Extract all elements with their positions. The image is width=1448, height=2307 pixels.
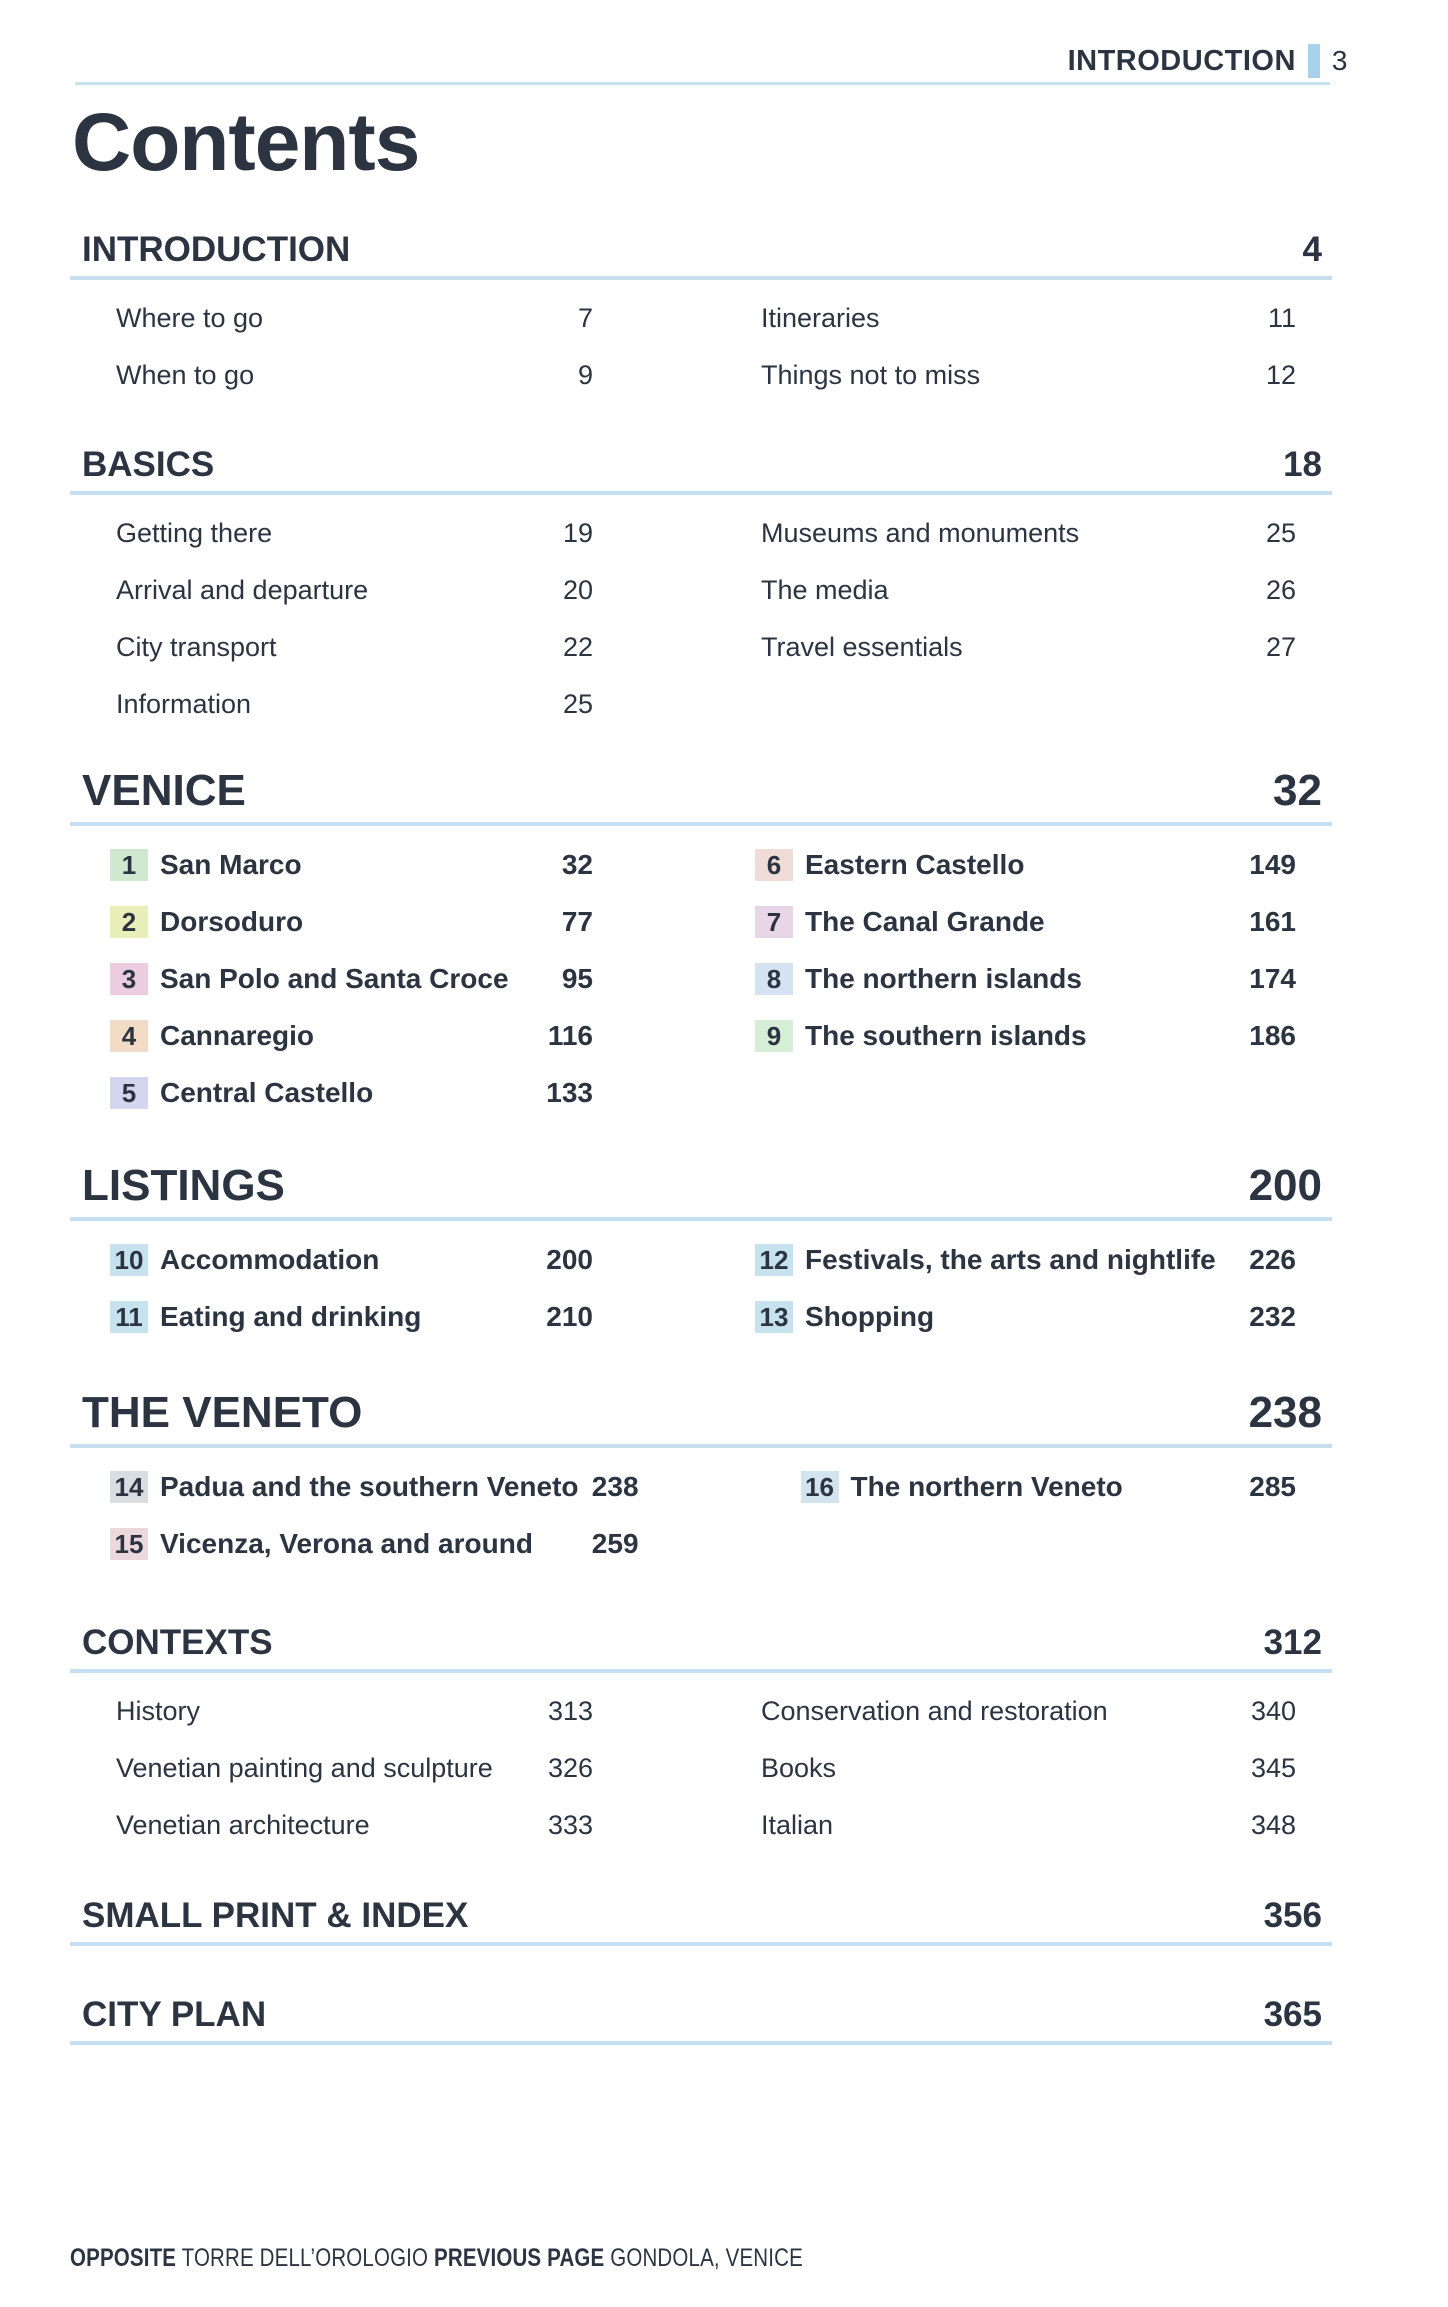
toc-entry[interactable] bbox=[701, 950, 1332, 1007]
section-page: 238 bbox=[1248, 1388, 1322, 1437]
section-heading[interactable] bbox=[70, 1163, 1332, 1221]
toc-entry-label: Conservation and restoration bbox=[761, 1696, 1108, 1726]
section-small-print bbox=[70, 1888, 1332, 1946]
chapter-number-badge: 7 bbox=[755, 906, 793, 938]
toc-entry-page: 348 bbox=[1250, 1810, 1296, 1840]
section-title: VENICE bbox=[82, 766, 246, 815]
entries-right-column bbox=[701, 836, 1332, 1121]
toc-entry-label: Itineraries bbox=[761, 303, 880, 333]
section-title: INTRODUCTION bbox=[82, 230, 351, 269]
section-heading[interactable] bbox=[70, 1390, 1332, 1448]
running-header bbox=[1068, 44, 1348, 78]
toc-entry-page: 9 bbox=[577, 360, 593, 390]
toc-entry[interactable] bbox=[70, 347, 701, 404]
section-page: 365 bbox=[1263, 1995, 1322, 2034]
toc-entry-page: 95 bbox=[561, 962, 593, 994]
entries-left-column bbox=[70, 1683, 701, 1854]
toc-entry[interactable] bbox=[70, 1007, 701, 1064]
toc-entry[interactable] bbox=[70, 893, 701, 950]
toc-entry-label: City transport bbox=[116, 632, 277, 662]
entries-right-column bbox=[701, 1683, 1332, 1854]
toc-entry[interactable] bbox=[70, 1797, 701, 1854]
footer-opposite-text: TORRE DELL’OROLOGIO bbox=[181, 2244, 429, 2272]
toc-entry[interactable] bbox=[70, 1740, 701, 1797]
toc-entry-page: 333 bbox=[547, 1810, 593, 1840]
toc-entry-label: Accommodation bbox=[160, 1243, 380, 1275]
toc-entry[interactable] bbox=[701, 836, 1332, 893]
toc-entry[interactable] bbox=[747, 1458, 1332, 1515]
toc-entry[interactable] bbox=[70, 290, 701, 347]
page-number: 3 bbox=[1331, 45, 1348, 76]
section-title: SMALL PRINT & INDEX bbox=[82, 1896, 469, 1935]
toc-entry[interactable] bbox=[70, 505, 701, 562]
section-introduction bbox=[70, 222, 1332, 404]
toc-entry-label: Travel essentials bbox=[761, 632, 963, 662]
page-title: Contents bbox=[72, 97, 420, 188]
chapter-number-badge: 14 bbox=[110, 1471, 148, 1503]
toc-entry-label: Vicenza, Verona and around bbox=[160, 1527, 533, 1559]
entries-grid bbox=[70, 1458, 1332, 1572]
toc-entry-page: 238 bbox=[591, 1470, 639, 1502]
chapter-number-badge: 13 bbox=[755, 1301, 793, 1333]
toc-entry-label: Venetian painting and sculpture bbox=[116, 1753, 493, 1783]
entries-right-column bbox=[701, 290, 1332, 404]
section-page: 32 bbox=[1273, 766, 1322, 815]
section-title: THE VENETO bbox=[82, 1388, 363, 1437]
toc-entry-page: 186 bbox=[1249, 1019, 1296, 1051]
section-page: 312 bbox=[1263, 1623, 1322, 1662]
running-header-label: INTRODUCTION bbox=[1067, 44, 1296, 77]
chapter-number-badge: 2 bbox=[110, 906, 148, 938]
toc-entry-page: 226 bbox=[1249, 1243, 1296, 1275]
toc-entry[interactable] bbox=[70, 950, 701, 1007]
toc-entry-page: 285 bbox=[1249, 1470, 1296, 1502]
toc-entry[interactable] bbox=[701, 1288, 1332, 1345]
section-contexts bbox=[70, 1615, 1332, 1854]
section-heading[interactable] bbox=[70, 222, 1332, 280]
toc-entry-page: 232 bbox=[1249, 1300, 1296, 1332]
toc-entry-label: Books bbox=[761, 1753, 837, 1783]
chapter-number-badge: 8 bbox=[755, 963, 793, 995]
toc-entry[interactable] bbox=[701, 1683, 1332, 1740]
toc-entry-page: 22 bbox=[562, 632, 593, 662]
toc-entry[interactable] bbox=[70, 1288, 701, 1345]
toc-entry-label: Venetian architecture bbox=[116, 1810, 370, 1840]
chapter-number-badge: 1 bbox=[110, 849, 148, 881]
section-heading[interactable] bbox=[70, 1987, 1332, 2045]
toc-entry-label: Where to go bbox=[116, 303, 264, 333]
entries-right-column bbox=[701, 505, 1332, 733]
toc-entry-page: 313 bbox=[547, 1696, 593, 1726]
toc-entry-label: Things not to miss bbox=[761, 360, 981, 390]
toc-entry-label: Festivals, the arts and nightlife bbox=[805, 1243, 1216, 1275]
toc-entry-page: 340 bbox=[1250, 1696, 1296, 1726]
toc-entry[interactable] bbox=[70, 1683, 701, 1740]
section-page: 4 bbox=[1302, 230, 1322, 269]
toc-entry-page: 210 bbox=[546, 1300, 593, 1332]
section-veneto bbox=[70, 1390, 1332, 1572]
toc-entry-label: The northern islands bbox=[805, 962, 1082, 994]
toc-entry-label: The Canal Grande bbox=[805, 905, 1045, 937]
entries-grid bbox=[70, 505, 1332, 733]
toc-entry[interactable] bbox=[70, 1458, 747, 1515]
entries-grid bbox=[70, 1231, 1332, 1345]
section-title: CONTEXTS bbox=[82, 1623, 273, 1662]
toc-entry[interactable] bbox=[701, 619, 1332, 676]
chapter-number-badge: 3 bbox=[110, 963, 148, 995]
toc-entry[interactable] bbox=[701, 1231, 1332, 1288]
toc-entry-label: Central Castello bbox=[160, 1076, 374, 1108]
entries-left-column bbox=[70, 290, 701, 404]
section-page: 356 bbox=[1263, 1896, 1322, 1935]
chapter-number-badge: 6 bbox=[755, 849, 793, 881]
entries-grid bbox=[70, 290, 1332, 404]
footer-previous-label: PREVIOUS PAGE bbox=[434, 2244, 605, 2272]
toc-entry-label: Shopping bbox=[805, 1300, 935, 1332]
chapter-number-badge: 5 bbox=[110, 1077, 148, 1109]
toc-entry[interactable] bbox=[70, 1231, 701, 1288]
toc-entry-page: 25 bbox=[1265, 518, 1296, 548]
toc-entry[interactable] bbox=[701, 893, 1332, 950]
chapter-number-badge: 11 bbox=[110, 1301, 148, 1333]
toc-entry-label: Eating and drinking bbox=[160, 1300, 422, 1332]
photo-credits-footer bbox=[70, 2244, 803, 2273]
chapter-number-badge: 4 bbox=[110, 1020, 148, 1052]
toc-entry-page: 19 bbox=[562, 518, 593, 548]
toc-entry-label: When to go bbox=[116, 360, 255, 390]
toc-entry[interactable] bbox=[701, 290, 1332, 347]
toc-entry[interactable] bbox=[701, 562, 1332, 619]
section-page: 18 bbox=[1283, 445, 1322, 484]
toc-entry-label: The media bbox=[761, 575, 889, 605]
toc-entry[interactable] bbox=[70, 562, 701, 619]
header-rule bbox=[75, 82, 1330, 85]
chapter-number-badge: 9 bbox=[755, 1020, 793, 1052]
toc-entry-page: 32 bbox=[561, 848, 593, 880]
toc-entry-label: Information bbox=[116, 689, 252, 719]
section-heading[interactable] bbox=[70, 1615, 1332, 1673]
toc-entry[interactable] bbox=[70, 619, 701, 676]
toc-entry-page: 259 bbox=[591, 1527, 639, 1559]
toc-entry[interactable] bbox=[701, 505, 1332, 562]
section-title: BASICS bbox=[82, 445, 215, 484]
section-basics bbox=[70, 437, 1332, 733]
toc-entry[interactable] bbox=[70, 1064, 701, 1121]
section-page: 200 bbox=[1248, 1161, 1322, 1210]
toc-entry-page: 26 bbox=[1265, 575, 1296, 605]
toc-entry-page: 11 bbox=[1267, 303, 1296, 333]
entries-left-column bbox=[70, 1231, 701, 1345]
toc-entry-label: History bbox=[116, 1696, 201, 1726]
entries-grid bbox=[70, 1683, 1332, 1854]
toc-entry-page: 116 bbox=[547, 1019, 593, 1051]
entries-left-column bbox=[70, 836, 701, 1121]
toc-entry[interactable] bbox=[70, 1515, 747, 1572]
entries-grid bbox=[70, 836, 1332, 1121]
toc-entry-label: Museums and monuments bbox=[761, 518, 1080, 548]
toc-entry-label: Padua and the southern Veneto bbox=[160, 1470, 579, 1502]
toc-entry-label: Getting there bbox=[116, 518, 273, 548]
footer-opposite-label: OPPOSITE bbox=[70, 2244, 177, 2272]
section-listings bbox=[70, 1163, 1332, 1345]
chapter-number-badge: 16 bbox=[801, 1471, 839, 1503]
toc-entry-page: 200 bbox=[546, 1243, 593, 1275]
toc-entry-page: 7 bbox=[577, 303, 593, 333]
section-heading[interactable] bbox=[70, 437, 1332, 495]
section-title: LISTINGS bbox=[82, 1161, 285, 1210]
toc-entry-page: 25 bbox=[562, 689, 593, 719]
toc-entry[interactable] bbox=[701, 1740, 1332, 1797]
toc-entry-page: 77 bbox=[561, 905, 593, 937]
toc-entry-page: 174 bbox=[1249, 962, 1296, 994]
chapter-number-badge: 10 bbox=[110, 1244, 148, 1276]
section-venice bbox=[70, 768, 1332, 1121]
toc-entry[interactable] bbox=[701, 1007, 1332, 1064]
toc-entry-label: Arrival and departure bbox=[116, 575, 369, 605]
section-title: CITY PLAN bbox=[82, 1995, 267, 2034]
chapter-number-badge: 15 bbox=[110, 1528, 148, 1560]
entries-right-column bbox=[747, 1458, 1332, 1572]
toc-entry-label: San Marco bbox=[160, 848, 302, 880]
toc-entry-label: The northern Veneto bbox=[850, 1470, 1123, 1502]
toc-entry[interactable] bbox=[701, 347, 1332, 404]
toc-entry-label: Cannaregio bbox=[160, 1019, 315, 1051]
footer-previous-text: GONDOLA, VENICE bbox=[610, 2244, 803, 2272]
toc-entry-page: 149 bbox=[1249, 848, 1296, 880]
toc-entry-page: 161 bbox=[1249, 905, 1296, 937]
toc-entry-label: Dorsoduro bbox=[160, 905, 304, 937]
toc-entry-page: 12 bbox=[1265, 360, 1296, 390]
toc-entry-page: 133 bbox=[546, 1076, 593, 1108]
toc-entry-page: 27 bbox=[1265, 632, 1296, 662]
chapter-number-badge: 12 bbox=[755, 1244, 793, 1276]
toc-entry[interactable] bbox=[70, 836, 701, 893]
entries-left-column bbox=[70, 505, 701, 733]
toc-entry-page: 326 bbox=[547, 1753, 593, 1783]
toc-entry-label: San Polo and Santa Croce bbox=[160, 962, 509, 994]
toc-entry-label: Italian bbox=[761, 1810, 834, 1840]
entries-right-column bbox=[701, 1231, 1332, 1345]
toc-entry[interactable] bbox=[701, 1797, 1332, 1854]
entries-left-column bbox=[70, 1458, 747, 1572]
section-heading[interactable] bbox=[70, 768, 1332, 826]
toc-entry-label: Eastern Castello bbox=[805, 848, 1025, 880]
toc-entry[interactable] bbox=[70, 676, 701, 733]
toc-entry-page: 20 bbox=[562, 575, 593, 605]
toc-entry-page: 345 bbox=[1250, 1753, 1296, 1783]
section-city-plan bbox=[70, 1987, 1332, 2045]
toc-entry-label: The southern islands bbox=[805, 1019, 1087, 1051]
running-header-accent-bar bbox=[1308, 44, 1320, 78]
section-heading[interactable] bbox=[70, 1888, 1332, 1946]
